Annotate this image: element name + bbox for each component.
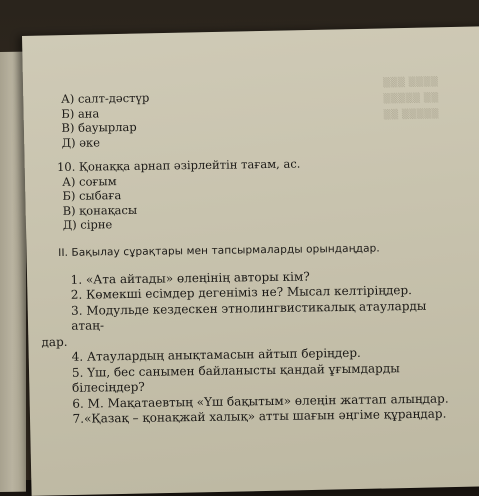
task-item: 7.«Қазақ – қонақжай халық» атты шағын әңгіме құраңдар. [72, 406, 447, 426]
q9-options [56, 86, 457, 150]
show-through-text: ▒▒▒ ▒▒▒▒ [382, 77, 439, 89]
option: Д) әке [61, 134, 101, 150]
page-text [41, 86, 461, 427]
option: Д) сірне [62, 217, 113, 232]
option: Б) ана [61, 105, 100, 121]
section-title: II. Бақылау сұрақтары мен тапсырмаларды орындаңдар. [58, 241, 380, 259]
option: В) бауырлар [61, 119, 137, 135]
task-item: 2. Көмекші есімдер дегеніміз не? Мысал келтіріңдер. [70, 283, 413, 302]
option: А) соғым [62, 173, 117, 189]
task-item-continuation: дар. [41, 334, 68, 349]
facing-page-edge [0, 52, 26, 493]
question-10: 10. Қонаққа арнап әзірлейтін тағам, ас. [56, 156, 301, 174]
task-item: 5. Үш, бес санымен байланысты қандай ұғымдарды білесіңдер? [71, 360, 400, 395]
show-through-text: ▒▒ ▒▒▒▒▒ [383, 109, 440, 121]
q10-options [57, 169, 458, 233]
option: А) салт-дәстүр [60, 90, 150, 106]
task-item: 4. Атаулардың анықтамасын айтып беріңдер. [71, 345, 361, 364]
show-through-text: ▒▒▒▒▒ ▒▒ [383, 93, 439, 105]
task-item: 1. «Ата айтады» өлеңінің авторы кім? [70, 268, 310, 287]
option: В) қонақасы [62, 202, 138, 218]
task-item: 3. Модульде кездескен этнолингвистикалық атауларды атаң- [70, 298, 427, 333]
option: Б) сыбаға [62, 188, 122, 203]
task-list [41, 267, 461, 428]
task-item: 6. М. Мақатаевтың «Үш бақытым» өлеңін жаттап алыңдар. [72, 391, 449, 411]
